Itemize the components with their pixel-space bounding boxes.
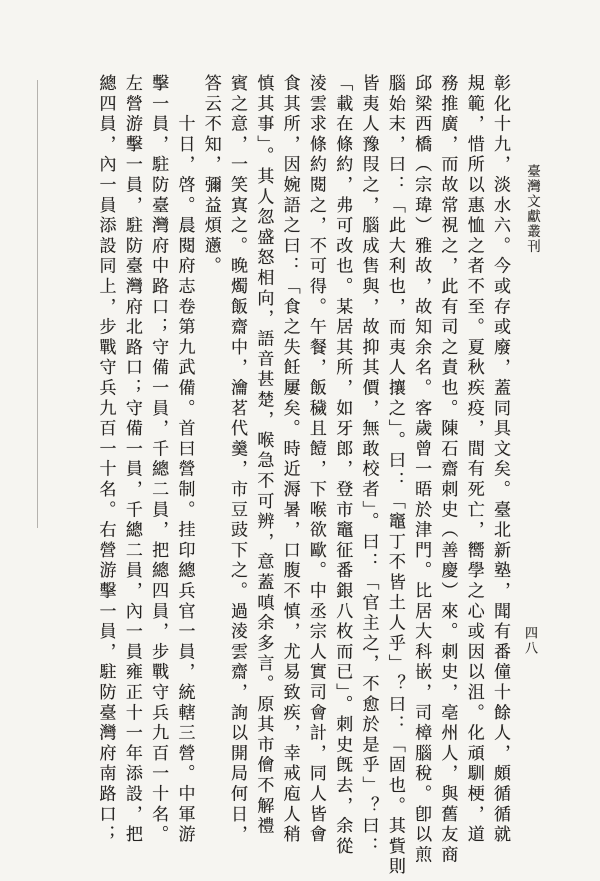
text-column-8: 淩雲求條約閱之，不可得。午餐，飯穢且饐，下喉欲歐。中丞宗人實司會計，同人皆會 xyxy=(306,74,326,846)
text-column-10: 慎其事」。其人忽盛怒相向，語音甚楚，喉急不可辨，意蓋嗔余多言。原其市儈不解禮 xyxy=(254,74,274,837)
text-column-2: 規範，惜所以惠恤之者不至。夏秋疾疫，間有死亡，嚮學之心或因以沮。化頑馴梗，道 xyxy=(464,74,484,846)
scan-artifact-line xyxy=(37,80,38,528)
body-text-columns xyxy=(92,74,513,878)
running-head-title: 臺灣文獻叢刊 xyxy=(525,164,540,254)
text-column-12: 答云不知，彌益煩懣。 xyxy=(201,74,221,277)
text-column-16: 總四員，內一員添設同上，步戰守兵九百一十名。右營游擊一員，駐防臺灣府南路口； xyxy=(96,74,116,846)
text-column-3: 務推廣，而故常視之，此有司之責也。陳石齋刺史（善慶）來。刺史，亳州人，與舊友商 xyxy=(438,74,458,866)
text-column-4: 邱梁西橋（宗瑋）雅故，故知余名。客歲曾一晤於津門。比居大科嵌，司樟腦稅。卽以煎 xyxy=(412,74,432,866)
page-number: 四八 xyxy=(523,626,538,656)
text-column-15: 左營游擊一員，駐防臺灣府北路口；守備一員，千總二員，內一員雍正十一年添設，把 xyxy=(122,74,142,846)
text-column-14: 擊一員，駐防臺灣府中路口；守備一員，千總二員，把總四員，步戰守兵九百一十名。 xyxy=(149,74,169,846)
text-column-6: 皆夷人豫叚之，腦成售與，故抑其價，無敢校者」。曰：「官主之，不愈於是乎」？曰： xyxy=(359,74,379,858)
text-column-13: 十日，啓。晨閱府志卷第九武備。首曰營制。挂印總兵官一員，統轄三營。中軍游 xyxy=(175,74,195,846)
text-column-1: 彰化十九，淡水六。今或存或廢，蓋同具文矣。臺北新塾，聞有番僮十餘人，頗循循就 xyxy=(491,74,510,846)
text-column-9: 食其所，因婉語之曰：「食之失飪屢矣。時近溽暑，口腹不慎，尤易致疾，幸戒庖人稍 xyxy=(280,74,300,846)
text-column-11: 賓之意，一笑寘之。晚燭飯齋中，瀹茗代羹，市豆豉下之。過淩雲齋，詢以開局何日， xyxy=(228,74,248,846)
text-column-7: 「載在條約，弗可改也。某居其所，如牙郎，登市竈征番銀八枚而已」。刺史旣去，余從 xyxy=(333,74,353,858)
text-column-5: 腦始末，曰：「此大利也，而夷人攘之」。曰：「竈丁不皆土人乎」？曰：「固也。其貲則 xyxy=(385,74,405,878)
